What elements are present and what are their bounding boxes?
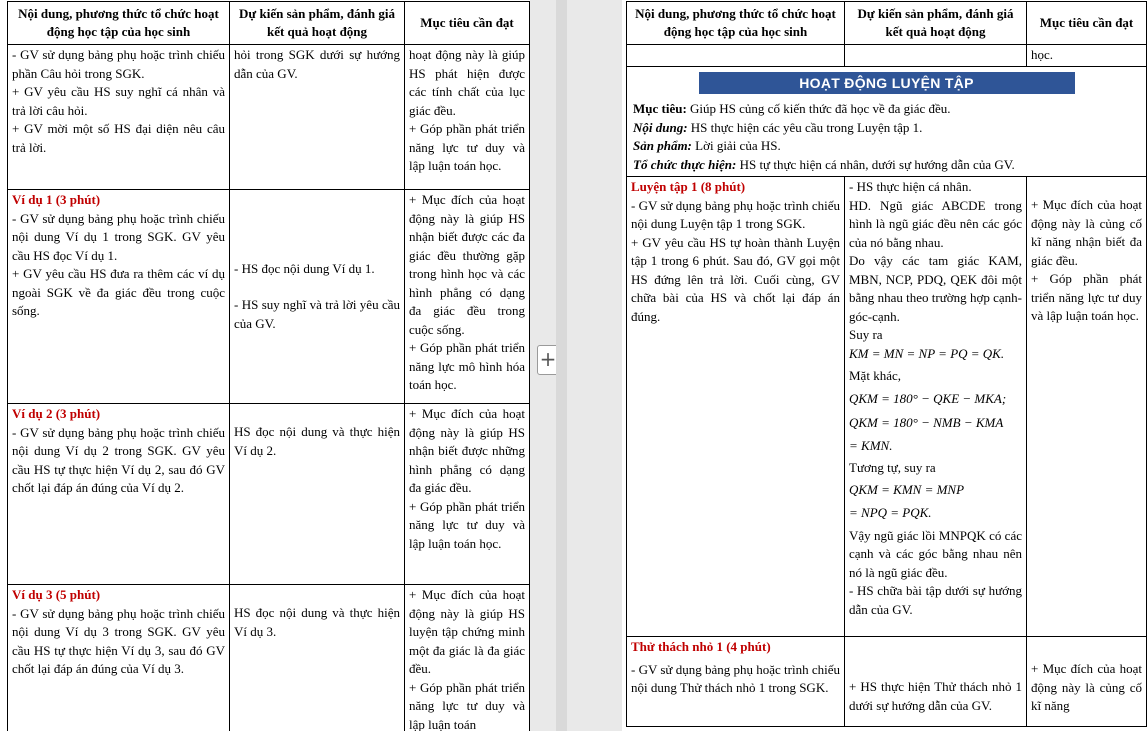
product-cell: HS đọc nội dung và thực hiện Ví dụ 2. — [230, 404, 405, 585]
product-cell: hỏi trong SGK dưới sự hướng dẫn của GV. — [230, 45, 405, 190]
table-row — [8, 585, 530, 731]
product-cell: + HS thực hiện Thử thách nhỏ 1 dưới sự hướng dẫn của GV. — [845, 637, 1027, 727]
document-page-left — [0, 0, 530, 731]
activity-cell: Ví dụ 3 (5 phút) - GV sử dụng bảng phụ hoặc trình chiếu nội dung Ví dụ 3 trong SGK. GV yêu cầu HS tự thực hiện Ví dụ 3, sau đó GV chốt lại đáp án đúng của Ví dụ 3. — [8, 585, 230, 731]
objective-cell: + Mục đích của hoạt động này là củng cố kĩ năng — [1027, 637, 1147, 727]
objective-cell: + Mục đích của hoạt động này là giúp HS luyện tập chứng minh một đa giác là đa giác đều. + Góp phần phát triển năng lực tư duy và lập luận toán — [405, 585, 530, 731]
equation: QKM = 180° − QKE − MKA; — [849, 390, 1007, 406]
objective-cell: hoạt động này là giúp HS phát hiện được các tính chất của lục giác đều. + Góp phần phát triển năng lực tư duy và lập luận toán học. — [405, 45, 530, 190]
section-title: Ví dụ 2 (3 phút) — [12, 406, 101, 421]
section-title: Ví dụ 3 (5 phút) — [12, 587, 101, 602]
lesson-table-right — [626, 1, 1147, 727]
activity-cell: Thử thách nhỏ 1 (4 phút) - GV sử dụng bảng phụ hoặc trình chiếu nội dung Thử thách nhỏ 1 trong SGK. — [627, 637, 845, 727]
objective-cell: + Mục đích của hoạt động này là giúp HS nhận biết được các đa giác đều thường gặp trong hình học và các hình phẳng có dạng đa giác đều trong cuộc sống. + Góp phần phát triển năng lực mô hình hóa toán học. — [405, 190, 530, 404]
product-cell: - HS đọc nội dung Ví dụ 1. - HS suy nghĩ và trả lời yêu cầu của GV. — [230, 190, 405, 404]
section-title: Luyện tập 1 (8 phút) — [631, 179, 746, 194]
section-title: Thử thách nhỏ 1 (4 phút) — [631, 639, 771, 654]
header-activity: Nội dung, phương thức tổ chức hoạt động học tập của học sinh — [627, 2, 845, 45]
add-button[interactable]: + — [537, 345, 559, 375]
lesson-table-left — [7, 1, 530, 731]
equation: KM = MN = NP = PQ = QK. — [849, 345, 1005, 361]
header-objective: Mục tiêu cần đạt — [405, 2, 530, 45]
activity-cell: Luyện tập 1 (8 phút) - GV sử dụng bảng phụ hoặc trình chiếu nội dung Luyện tập 1 trong SGK. + GV yêu cầu HS tự hoàn thành Luyện tập 1 trong 6 phút. Sau đó, GV gọi một HS đứng lên trả lời. Cuối cùng, GV chữa bài của HS và chốt lại đáp án đúng. — [627, 177, 845, 637]
header-product: Dự kiến sản phẩm, đánh giá kết quả hoạt động — [845, 2, 1027, 45]
table-row — [627, 177, 1147, 637]
table-row — [627, 66, 1147, 177]
table-row — [627, 45, 1147, 67]
activity-cell: - GV sử dụng bảng phụ hoặc trình chiếu phần Câu hỏi trong SGK. + GV yêu cầu HS suy nghĩ cá nhân và trả lời câu hỏi. + GV mời một số HS đại diện nêu câu trả lời. — [8, 45, 230, 190]
objective-cell: + Mục đích của hoạt động này là giúp HS nhận biết được những hình phẳng có dạng đa giác đều. + Góp phần phát triển năng lực tư duy và lập luận toán học. — [405, 404, 530, 585]
page-gap-scrollbar[interactable] — [556, 0, 567, 731]
section-meta-cell: HOẠT ĐỘNG LUYỆN TẬP Mục tiêu: Giúp HS củng cố kiến thức đã học về đa giác đều. Nội dung: HS thực hiện các yêu cầu trong Luyện tập 1. Sản phẩm: Lời giải của HS. Tổ chức thực hiện: HS tự thực hiện cá nhân, dưới sự hướng dẫn của GV. — [627, 66, 1147, 177]
header-product: Dự kiến sản phẩm, đánh giá kết quả hoạt động — [230, 2, 405, 45]
equation: QKM = KMN = MNP — [849, 481, 965, 497]
table-row — [627, 637, 1147, 727]
objective-cell: + Mục đích của hoạt động này là củng cố kĩ năng nhận biết đa giác đều. + Góp phần phát triển năng lực tư duy và lập luận toán học. — [1027, 177, 1147, 637]
table-row — [8, 190, 530, 404]
product-cell: HS đọc nội dung và thực hiện Ví dụ 3. — [230, 585, 405, 731]
table-row — [8, 45, 530, 190]
section-title: Ví dụ 1 (3 phút) — [12, 192, 101, 207]
table-row — [8, 404, 530, 585]
activity-cell: Ví dụ 2 (3 phút) - GV sử dụng bảng phụ hoặc trình chiếu nội dung Ví dụ 2 trong SGK. GV yêu cầu HS tự thực hiện Ví dụ 2, sau đó GV chốt lại đáp án đúng của Ví dụ 2. — [8, 404, 230, 585]
document-page-right — [622, 0, 1148, 731]
product-cell: - HS thực hiện cá nhân. HD. Ngũ giác ABCDE trong hình là ngũ giác đều nên các góc của nó bằng nhau. Do vậy các tam giác KAM, MBN, NCP, PDQ, QEK đôi một bằng nhau theo trường hợp cạnh-góc-cạnh. Suy ra KM = MN = NP = PQ = QK. Mặt khác, QKM = 180° − QKE − MKA; QKM = 180° − NMB − KMA = KMN. Tương tự, suy ra QKM = KMN = MNP = NPQ = PQK. Vậy ngũ giác lồi MNPQK có các cạnh và các góc bằng nhau nên nó là ngũ giác đều. - HS chữa bài tập dưới sự hướng dẫn của GV. — [845, 177, 1027, 637]
equation: = NPQ = PQK. — [849, 505, 932, 520]
section-banner: HOẠT ĐỘNG LUYỆN TẬP — [699, 72, 1075, 95]
equation: QKM = 180° − NMB − KMA — [849, 415, 1004, 430]
activity-cell: Ví dụ 1 (3 phút) - GV sử dụng bảng phụ hoặc trình chiếu nội dung Ví dụ 1 trong SGK. GV yêu cầu HS đọc Ví dụ 1. + GV yêu cầu HS đưa ra thêm các ví dụ ngoài SGK về đa giác đều trong cuộc sống. — [8, 190, 230, 404]
objective-cell: học. — [1027, 45, 1147, 67]
header-objective: Mục tiêu cần đạt — [1027, 2, 1147, 45]
header-activity: Nội dung, phương thức tổ chức hoạt động học tập của học sinh — [8, 2, 230, 45]
equation: = KMN. — [849, 437, 893, 453]
